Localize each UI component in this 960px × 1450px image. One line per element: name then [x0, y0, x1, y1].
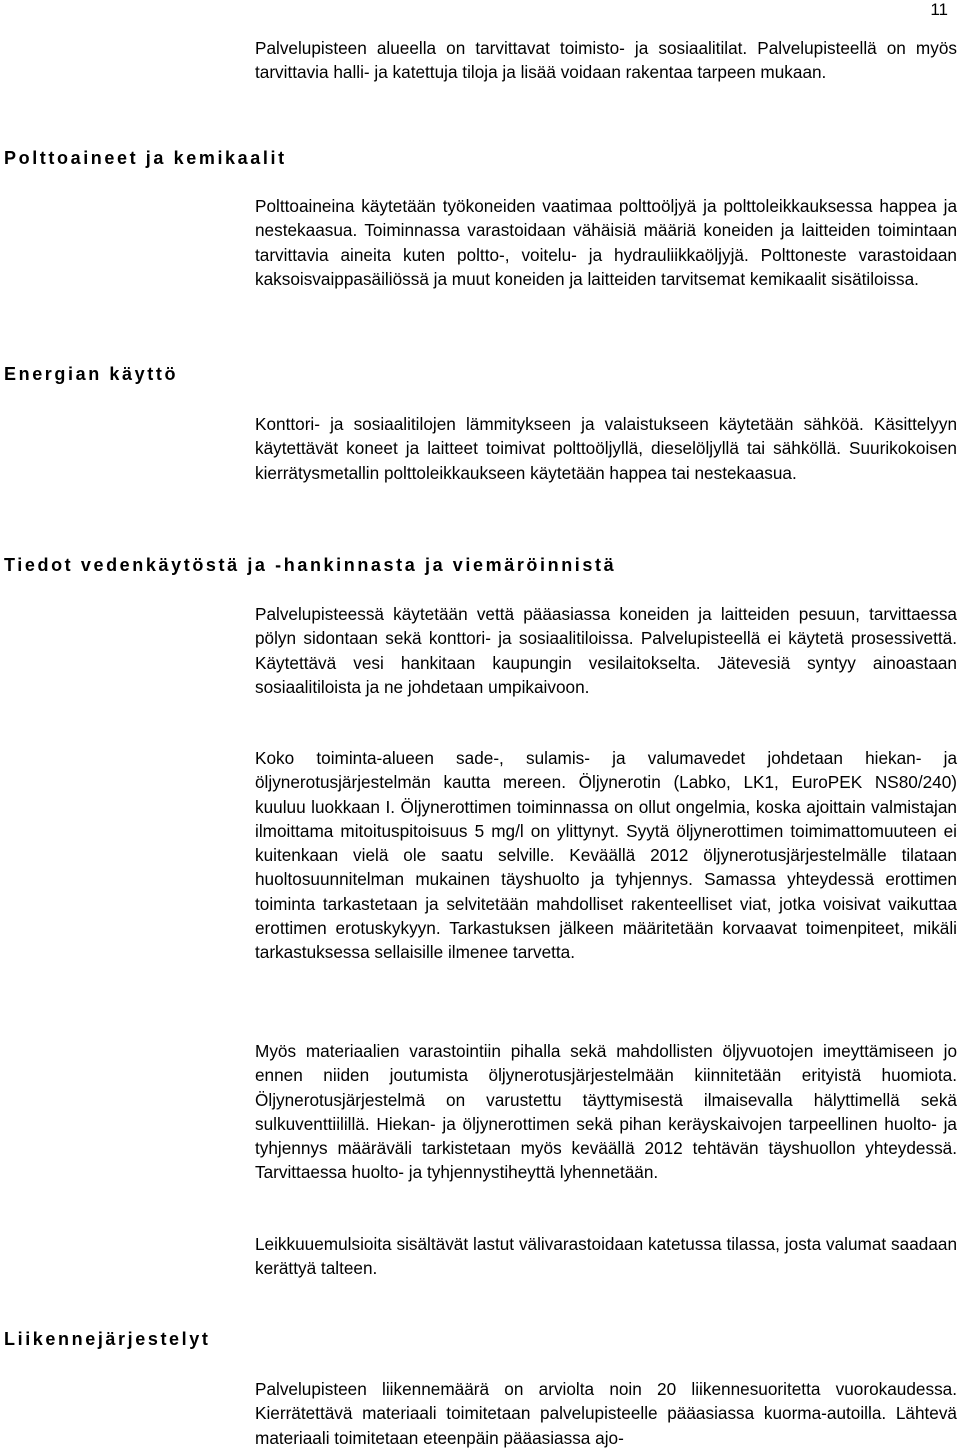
section-heading-water: Tiedot vedenkäytöstä ja -hankinnasta ja viemäröinnistä [4, 555, 617, 575]
water-paragraph-2: Koko toiminta-alueen sade-, sulamis- ja valumavedet johdetaan hiekan- ja öljynerotusjärjestelmän kautta mereen. Öljynerotin (Labko, LK1, EuroPEK NS80/240) kuuluu luokkaan I. Öljynerottimen toiminnassa on ollut ongelmia, koska ajoittain valmistajan ilmoittama mitoituspitoisuus 5 mg/l on ylittynyt. Syytä öljynerottimen toimimattomuuteen ei kuitenkaan vielä ole saatu selville. Keväällä 2012 öljynerotusjärjestelmälle tilataan huoltosuunnitelman mukainen täyshuolto ja tyhjennys. Samassa yhteydessä erottimen toiminta tarkastetaan ja selvitetään mahdolliset rakenteelliset viat, jotka voisivat vaikuttaa erottimen erotuskykyyn. Tarkastuksen jälkeen määritetään korvaavat toimenpiteet, mikäli tarkastuksessa sellaisille ilmenee tarvetta. [255, 748, 957, 963]
section-heading-traffic: Liikennejärjestelyt [4, 1329, 211, 1349]
water-paragraph-3: Myös materiaalien varastointiin pihalla sekä mahdollisten öljyvuotojen imeyttämiseen jo ennen niiden joutumista öljynerotusjärjestelmään kiinnitetään erityistä huomiota. Öljynerotusjärjestelmä on varustettu täyttymisestä ilmaisevalla hälyttimellä sekä sulkuventtiilillä. Hiekan- ja öljynerottimen sekä pihan keräyskaivojen tarpeellinen huolto- ja tyhjennys määräväli tarkistetaan myös keväällä 2012 tehtävän täyshuollon yhteydessä. Tarvittaessa huolto- ja tyhjennystiheyttä lyhennetään. [255, 1041, 957, 1183]
traffic-paragraph: Palvelupisteen liikennemäärä on arviolta noin 20 liikennesuoritetta vuorokaudessa. Kierrätettävä materiaali toimitetaan palvelupisteelle pääasiassa kuorma-autoilla. Lähtevä materiaali toimitetaan eteenpäin pääasiassa ajo- [255, 1379, 957, 1448]
fuels-paragraph: Polttoaineina käytetään työkoneiden vaatimaa polttoöljyä ja polttoleikkauksessa happea ja nestekaasua. Toiminnassa varastoidaan vähäisiä määriä koneiden ja laitteiden toimintaan tarvittavia aineita kuten poltto-, voitelu- ja hydrauliikkaöljyjä. Polttoneste varastoidaan kaksoisvaippasäiliössä ja muut koneiden ja laitteiden tarvitsemat kemikaalit sisätiloissa. [255, 196, 957, 289]
water-paragraph-4: Leikkuuemulsioita sisältävät lastut välivarastoidaan katetussa tilassa, josta valumat saadaan kerättyä talteen. [255, 1234, 957, 1279]
energy-paragraph: Konttori- ja sosiaalitilojen lämmitykseen ja valaistukseen käytetään sähköä. Käsittelyyn käytettävät koneet ja laitteet toimivat polttoöljyllä, dieselöljyllä tai sähköllä. Suurikokoisen kierrätysmetallin polttoleikkaukseen käytetään happea tai nestekaasua. [255, 414, 957, 483]
water-paragraph-1: Palvelupisteessä käytetään vettä pääasiassa koneiden ja laitteiden pesuun, tarvittaessa pölyn sidontaan sekä konttori- ja sosiaalitiloissa. Palvelupisteellä ei käytetä prosessivettä. Käytettävä vesi hankitaan kaupungin vesilaitokselta. Jätevesiä syntyy ainoastaan sosiaalitiloista ja ne johdetaan umpikaivoon. [255, 604, 957, 697]
section-heading-fuels: Polttoaineet ja kemikaalit [4, 148, 287, 168]
section-heading-energy: Energian käyttö [4, 364, 179, 384]
page-number: 11 [930, 0, 948, 19]
intro-paragraph: Palvelupisteen alueella on tarvittavat toimisto- ja sosiaalitilat. Palvelupisteellä on myös tarvittavia halli- ja katettuja tiloja ja lisää voidaan rakentaa tarpeen mukaan. [255, 38, 957, 83]
